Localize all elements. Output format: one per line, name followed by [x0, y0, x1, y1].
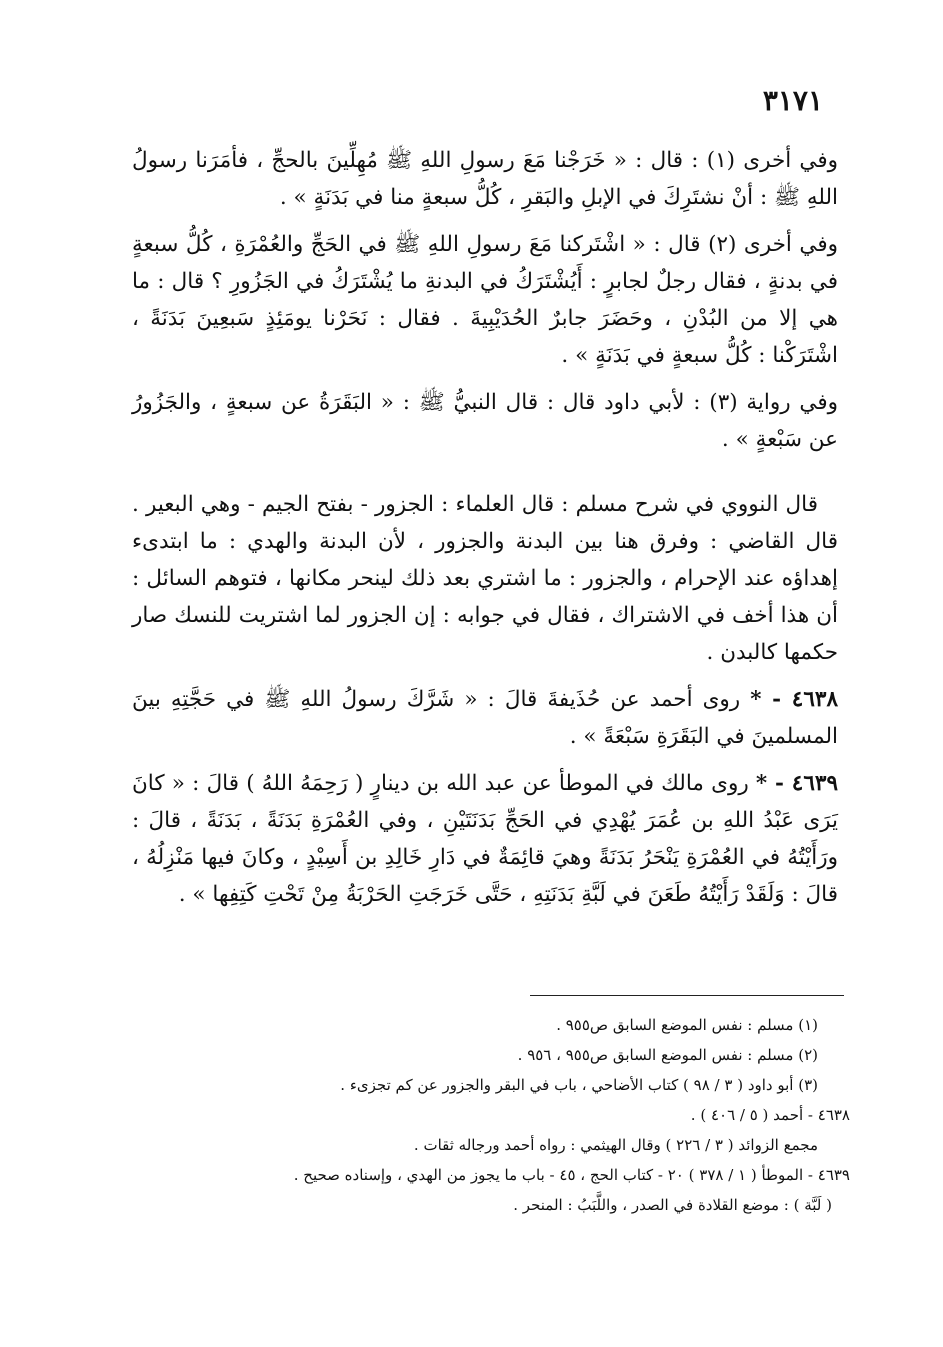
footnotes — [132, 1010, 850, 1220]
footnote-4639-labba: ( لَبَّة ) : موضع القلادة في الصدر ، واللَّبَبُ : المنحر . — [513, 1196, 832, 1214]
hadith-4638 — [132, 681, 838, 755]
hadith-text-4638: روى أحمد عن حُذَيفةَ قالَ : « شَرَّكَ رسولُ اللهِ ﷺ في حَجَّتِهِ بينَ المسلمينَ في البَقَرَةِ سَبْعَةً » . — [132, 687, 838, 749]
hadith-number-4639: ٤٦٣٩ - * — [755, 771, 838, 796]
hadith-number-4638: ٤٦٣٨ - * — [750, 687, 838, 712]
footnote-4638: ٤٦٣٨ - أحمد ( ٥ / ٤٠٦ ) . — [690, 1106, 850, 1124]
main-text — [132, 142, 838, 913]
footnote-4639: ٤٦٣٩ - الموطأ ( ١ / ٣٧٨ ) ٢٠ - كتاب الحج ، ٤٥ - باب ما يجوز من الهدي ، وإسناده صحيح . — [293, 1166, 850, 1184]
hadith-4639 — [132, 765, 838, 913]
paragraph-riwaya-2: وفي أخرى (٢) قال : « اشْتَركنا مَعَ رسولِ اللهِ ﷺ في الحَجِّ والعُمْرَةِ ، كُلُّ سبعةٍ في بدنةٍ ، فقال رجلٌ لجابرٍ : أَيُشْتَرَكُ في البدنةِ ما يُشْتَرَكُ في الجَزُورِ ؟ قال : ما هي إلا من البُدْنِ ، وحَضَرَ جابرٌ الحُدَيْبِيةَ . فقال : نَحَرْنا يومَئِذٍ سَبعِينَ بَدَنَةً ، اشْتَرَكْنا : كُلُّ سبعةٍ في بَدَنَةٍ » . — [132, 232, 838, 368]
page-number: ٣١٧١ — [762, 84, 823, 117]
footnote-2: (٢) مسلم : نفس الموضع السابق ص٩٥٥ ، ٩٥٦ . — [517, 1046, 818, 1064]
paragraph-nawawi-commentary: قال النووي في شرح مسلم : قال العلماء : الجزور - بفتح الجيم - وهي البعير . قال القاضي : وفرق هنا بين البدنة والجزور ، لأن البدنة والهدي : ما ابتدىء إهداؤه عند الإحرام ، والجزور : ما اشتري بعد ذلك لينحر مكانها ، فتوهم السائل : أن هذا أخف في الاشتراك ، فقال في جوابه : إن الجزور لما اشتريت للنسك صار حكمها كالبدن . — [132, 492, 838, 665]
paragraph-riwaya-1: وفي أخرى (١) : قال : « خَرَجْنا مَعَ رسولِ اللهِ ﷺ مُهِلِّينَ بالحجِّ ، فأمَرَنا رسولُ اللهِ ﷺ : أنْ نشتَرِكَ في الإبلِ والبَقرِ ، كُلُّ سبعةٍ منا في بَدَنَةٍ » . — [132, 148, 839, 210]
footnote-divider — [530, 995, 844, 996]
hadith-text-4639: روى مالك في الموطأ عن عبد الله بن دينارٍ ( رَحِمَهُ اللهُ ) قالَ : « كانَ يَرَى عَبْدُ اللهِ بن عُمَرَ يُهْدِي في الحَجِّ بَدَنَتَيْنِ ، وفي العُمْرَةِ بَدَنَةً ، بَدَنَةً ، قالَ : ورَأَيْتُهُ في العُمْرَةِ يَنْحَرُ بَدَنَةً وهيَ قائِمَةٌ في دَارِ خَالِدِ بن أَسِيْدٍ ، وكانَ فيها مَنْزِلُهُ ، قالَ : وَلَقَدْ رَأَيْتُهُ طَعَنَ في لَبَّةِ بَدَنَتِهِ ، حَتَّى خَرَجَتِ الحَرْبَةُ مِنْ تَحْتِ كَتِفِها » . — [132, 771, 838, 907]
footnote-1: (١) مسلم : نفس الموضع السابق ص٩٥٥ . — [556, 1016, 818, 1034]
footnote-4638-majma: مجمع الزوائد ( ٣ / ٢٢٦ ) وقال الهيثمي : رواه أحمد ورجاله ثقات . — [413, 1136, 818, 1154]
paragraph-riwaya-3: وفي رواية (٣) : لأبي داود قال : قال النبيُّ ﷺ : « البَقَرَةُ عن سبعةٍ ، والجَزُورُ عن سَبْعةٍ » . — [132, 390, 838, 452]
footnote-3: (٣) أبو داود ( ٣ / ٩٨ ) كتاب الأضاحي ، باب في البقر والجزور عن كم تجزىء . — [340, 1076, 818, 1094]
